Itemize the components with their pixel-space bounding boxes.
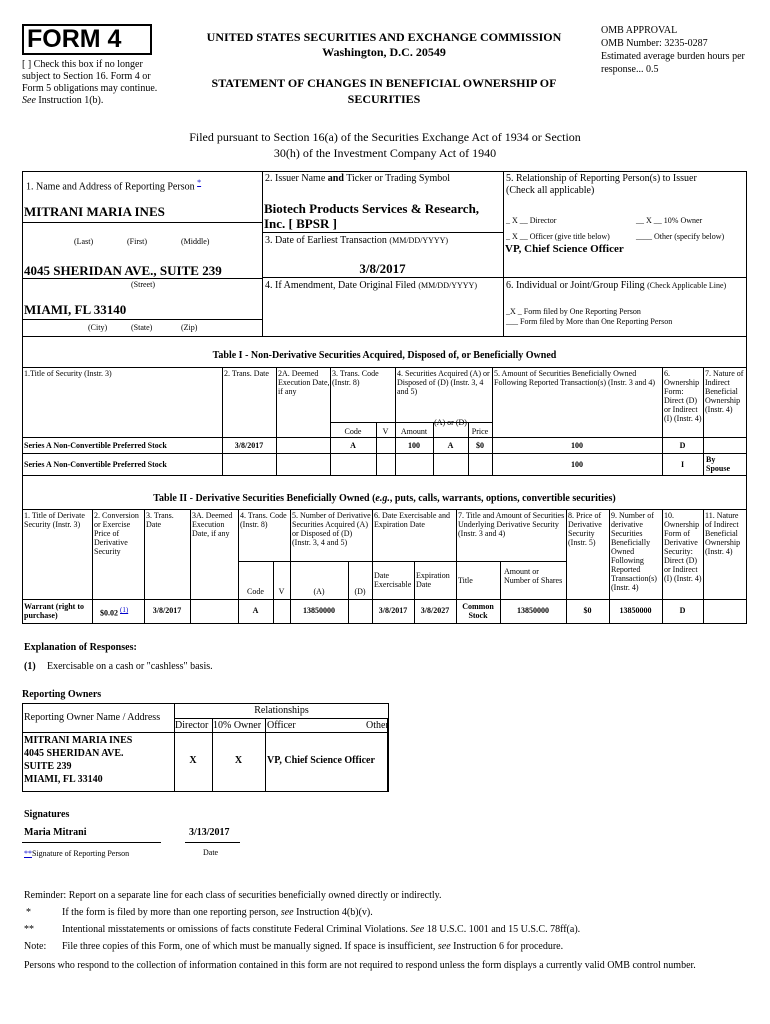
persons-notice: Persons who respond to the collection of information contained in this form are not required to respond unless the form displays a currently valid OMB control number.	[24, 960, 696, 971]
label-middle: (Middle)	[181, 237, 210, 246]
officer-title: VP, Chief Science Officer	[505, 243, 624, 255]
omb-burden: Estimated average burden hours per response... 0.5	[601, 51, 745, 75]
earliest-transaction-date: 3/8/2017	[359, 261, 406, 276]
t2-h3: 3. Trans. Date	[146, 511, 174, 529]
t2r-a: 13850000	[303, 606, 335, 615]
t1-h2a: 2A. Deemed Execution Date, if any	[278, 369, 330, 396]
date-label: Date	[203, 848, 219, 857]
label-last: (Last)	[74, 237, 94, 246]
box5-label: 5. Relationship of Reporting Person(s) to Issuer (Check all applicable)	[506, 173, 697, 196]
t2-h1: 1. Title of Derivate Security (Instr. 3)	[24, 511, 85, 529]
omb-approval: OMB APPROVAL	[601, 25, 678, 36]
explanation-heading: Explanation of Responses:	[24, 642, 137, 653]
t2-d: (D)	[354, 587, 366, 596]
t2r-code: A	[252, 606, 259, 615]
t1-h4: 4. Securities Acquired (A) or Disposed of (D) (Instr. 3, 4 and 5)	[397, 369, 490, 396]
t2-title: Title	[458, 576, 473, 585]
t1r2-nature: By Spouse	[706, 455, 731, 473]
t2-h6: 6. Date Exercisable and Expiration Date	[374, 511, 450, 529]
owner-officer-val: VP, Chief Science Officer	[267, 755, 375, 766]
t2-a: (A)	[313, 587, 325, 596]
t1-h3: 3. Trans. Code (Instr. 8)	[332, 369, 379, 387]
t2r-price: $0	[583, 606, 592, 615]
t1r1-date: 3/8/2017	[234, 441, 264, 450]
check-box-text: [ ] Check this box if no longer subject to Section 16. Form 4 or Form 5 obligations may continue. See Instruction 1(b).	[22, 59, 158, 106]
t1r2-owned: 100	[571, 460, 583, 469]
t1-aord: (A) or (D)	[434, 418, 467, 427]
t2-h5: 5. Number of Derivative Securities Acquired (A) or Disposed of (D) (Instr. 3, 4 and 5)	[292, 511, 371, 547]
t1r1-price: $0	[476, 441, 484, 450]
t2-h3a: 3A. Deemed Execution Date, if any	[192, 511, 233, 538]
footnote-star: *	[26, 907, 31, 918]
owners-col-officer: Officer	[267, 720, 296, 731]
explanation-num: (1)	[24, 661, 36, 672]
filing-more: ___ Form filed by More than One Reporting Person	[506, 317, 673, 326]
t2r-ul-amount: 13850000	[517, 606, 549, 615]
box6-label: 6. Individual or Joint/Group Filing (Check Applicable Line)	[506, 280, 727, 291]
t2-code: Code	[247, 587, 264, 596]
filing-one: _X _ Form filed by One Reporting Person	[506, 307, 641, 316]
t1r1-owned: 100	[571, 441, 583, 450]
t1r1-code: A	[350, 441, 356, 450]
signature-label: **Signature of Reporting Person	[24, 849, 130, 858]
rel-officer: _ X __ Officer (give title below)	[506, 232, 610, 241]
owners-col-director: Director	[175, 720, 209, 731]
footnote-2star: **	[24, 924, 34, 935]
label-city: (City)	[88, 323, 108, 332]
t1r2-form: I	[680, 460, 685, 469]
omb-box	[601, 24, 751, 76]
owner-name-address: MITRANI MARIA INES 4045 SHERIDAN AVE. SUITE 239 MIAMI, FL 33140	[24, 735, 133, 785]
t1r1-form: D	[679, 441, 686, 450]
filed-pursuant: Filed pursuant to Section 16(a) of the Securities Exchange Act of 1934 or Section 30(h) of the Investment Company Act of 1940	[189, 130, 581, 160]
t2-date-ex: Date Exercisable	[374, 571, 412, 589]
explanation-text: Exercisable on a cash or "cashless" basis.	[47, 661, 213, 672]
reminder: Reminder: Report on a separate line for each class of securities beneficially owned directly or indirectly.	[24, 890, 442, 901]
signer-name: Maria Mitrani	[24, 827, 87, 838]
t2r-exercisable: 3/8/2017	[378, 606, 408, 615]
signature-date: 3/13/2017	[189, 827, 230, 838]
form-title-box	[22, 24, 152, 55]
t2r-security: Warrant (right to purchase)	[24, 602, 84, 620]
agency-name: UNITED STATES SECURITIES AND EXCHANGE COMMISSION	[206, 30, 562, 44]
rel-other: ____ Other (specify below)	[636, 232, 725, 241]
table1-title: Table I - Non-Derivative Securities Acquired, Disposed of, or Beneficially Owned	[212, 350, 557, 361]
box1-label: 1. Name and Address of Reporting Person *	[26, 178, 202, 193]
box3-label: 3. Date of Earliest Transaction (MM/DD/YYYY)	[265, 235, 449, 246]
t2-h10: 10. Ownership Form of Derivative Security: Direct (D) or Indirect (I) (Instr. 4)	[664, 511, 702, 583]
t1r1-aord: A	[447, 441, 454, 450]
t1r2-title: Series A Non-Convertible Preferred Stock	[24, 460, 167, 469]
t2-h2: 2. Conversion or Exercise Price of Derivative Security	[94, 511, 139, 556]
footnote-star-text: If the form is filed by more than one reporting person, see Instruction 4(b)(v).	[62, 907, 373, 918]
owners-col-other: Other	[366, 720, 389, 731]
t1r1-amount: 100	[408, 441, 420, 450]
t1-h6: 6. Ownership Form: Direct (D) or Indirect (I) (Instr. 4)	[664, 369, 702, 423]
t2r-form: D	[679, 606, 686, 615]
label-street: (Street)	[131, 280, 155, 289]
t2-h8: 8. Price of Derivative Security (Instr. 5)	[568, 511, 602, 547]
t1-amount: Amount	[400, 427, 428, 436]
note-label: Note:	[24, 941, 47, 952]
t2-v: V	[278, 587, 285, 596]
owners-col-ten: 10% Owner	[213, 720, 262, 731]
signatures-heading: Signatures	[24, 809, 70, 820]
rel-director: _ X __ Director	[506, 216, 557, 225]
note-text: File three copies of this Form, one of which must be manually signed. If space is insufficient, see Instruction 6 for procedure.	[62, 941, 564, 952]
issuer-name: Biotech Products Services & Research, Inc. [ BPSR ]	[264, 201, 480, 231]
owner-director-val: X	[189, 755, 197, 766]
t1-code: Code	[344, 427, 362, 436]
street-address: 4045 SHERIDAN AVE., SUITE 239	[24, 263, 222, 278]
t2-h4: 4. Trans. Code (Instr. 8)	[240, 511, 287, 529]
t2r-conv: $0.02 $^{(1)}$	[100, 606, 129, 618]
table2-title: Table II - Derivative Securities Beneficially Owned (e.g., puts, calls, warrants, options, convertible securities)	[153, 493, 616, 504]
box2-label: 2. Issuer Name and Ticker or Trading Symbol	[265, 173, 451, 184]
t2r-owned: 13850000	[619, 606, 652, 615]
owners-heading: Reporting Owners	[22, 689, 102, 700]
t1-v: V	[382, 427, 389, 436]
agency-city: Washington, D.C. 20549	[322, 45, 446, 59]
statement-title: STATEMENT OF CHANGES IN BENEFICIAL OWNERSHIP OF SECURITIES	[211, 76, 557, 106]
t2r-ul-title: Common Stock	[462, 602, 494, 620]
footnote-2star-text: Intentional misstatements or omissions of facts constitute Federal Criminal Violations. See 18 U.S.C. 1001 and 15 U.S.C. 78ff(a).	[62, 924, 581, 935]
t2r-expiration: 3/8/2027	[420, 606, 450, 615]
t1r1-title: Series A Non-Convertible Preferred Stock	[24, 441, 167, 450]
label-zip: (Zip)	[181, 323, 198, 332]
footnote-1-link[interactable]: (1)	[120, 606, 129, 614]
rel-ten-pct: __ X __ 10% Owner	[636, 216, 703, 225]
signature-stars-link[interactable]: **	[24, 849, 32, 858]
label-state: (State)	[131, 323, 153, 332]
owners-relationships: Relationships	[254, 705, 309, 716]
t1-h2: 2. Trans. Date	[224, 369, 269, 378]
t1-h7: 7. Nature of Indirect Beneficial Ownership (Instr. 4)	[705, 369, 744, 414]
t1-h1: 1.Title of Security (Instr. 3)	[24, 369, 112, 378]
t2-h11: 11. Nature of Indirect Beneficial Ownership (Instr. 4)	[705, 511, 741, 556]
t2-amt: Amount or Number of Shares	[504, 567, 563, 585]
city-state-zip: MIAMI, FL 33140	[24, 302, 127, 317]
omb-number: OMB Number: 3235-0287	[601, 38, 708, 49]
t2-exp: Expiration Date	[416, 571, 450, 589]
t1-price: Price	[471, 427, 489, 436]
owners-col-name: Reporting Owner Name / Address	[24, 712, 161, 723]
t1-h5: 5. Amount of Securities Beneficially Owned Following Reported Transaction(s) (Instr. 3 and 4)	[494, 369, 656, 387]
form-title: FORM 4	[27, 25, 122, 53]
t2-h7: 7. Title and Amount of Securities Underlying Derivative Security (Instr. 3 and 4)	[458, 511, 565, 538]
t2-h9: 9. Number of derivative Securities Beneficially Owned Following Reported Transaction(s) (Instr. 4)	[611, 511, 657, 592]
box4-label: 4. If Amendment, Date Original Filed (MM/DD/YYYY)	[265, 280, 477, 291]
reporting-person-name: MITRANI MARIA INES	[24, 204, 165, 219]
asterisk-link[interactable]: *	[197, 178, 202, 187]
t2r-date: 3/8/2017	[152, 606, 182, 615]
owner-ten-val: X	[234, 755, 243, 766]
label-first: (First)	[127, 237, 147, 246]
